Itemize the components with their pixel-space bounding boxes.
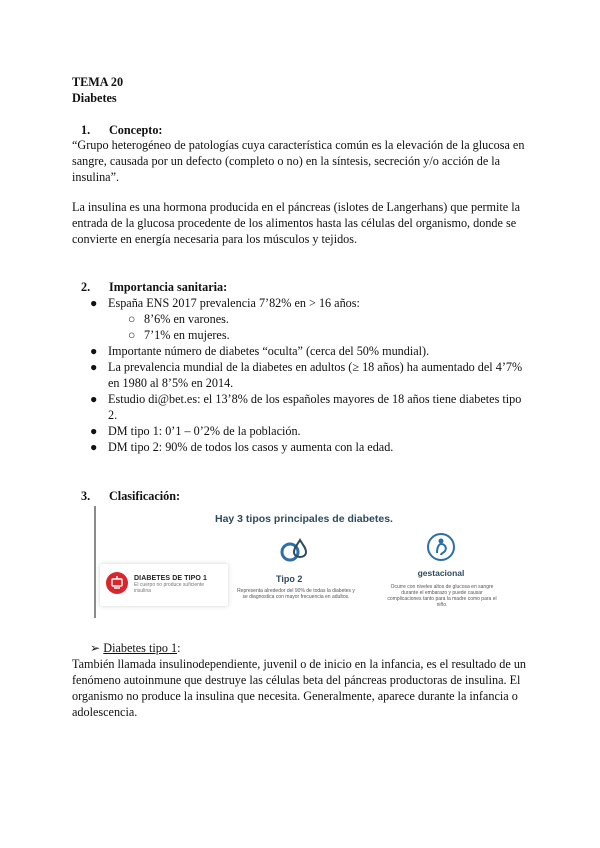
text-line: organismo no produce la insulina que necesita. Generalmente, aparece durante la infancia o [72, 689, 518, 703]
bullet-item [90, 295, 530, 311]
tipo1-card [100, 564, 228, 606]
bullet-text: Importante número de diabetes “oculta” (cerca del 50% mundial). [108, 344, 430, 358]
bullet-item [90, 343, 530, 359]
section-clasificacion-heading [81, 488, 180, 504]
circle-bullet-icon: ○ [128, 312, 136, 326]
section-heading-text: Importancia sanitaria: [109, 280, 228, 294]
bullet-text: DM tipo 1: 0’1 – 0’2% de la población. [108, 424, 301, 438]
text-line: fenómeno autoinmune que destruye las células beta del páncreas productoras de insulina. El [72, 673, 521, 687]
infographic-title: Hay 3 tipos principales de diabetes. [215, 513, 393, 525]
tipo1-description: El cuerpo no produce suficiente insulina [134, 582, 205, 594]
concepto-quote [72, 137, 528, 185]
tipo2-title: Tipo 2 [276, 574, 303, 584]
diabetes-types-infographic [94, 506, 512, 618]
bullet-icon: ● [90, 392, 98, 406]
tipo2-icon [279, 534, 309, 564]
gestational-icon [426, 532, 456, 562]
concepto-paragraph [72, 199, 528, 247]
text-line: sangre, causada por un defecto (completo o no) en la síntesis, secreción y/o acción de la [72, 154, 501, 168]
text-line: entrada de la glucosa procedente de los alimentos hasta las células del organismo, donde se [72, 216, 517, 230]
bullet-text-line: La prevalencia mundial de la diabetes en adultos (≥ 18 años) ha aumentado del 4’7% [108, 360, 523, 374]
sub-bullet-item [128, 327, 230, 343]
diabetes-tipo1-subheading [90, 640, 180, 656]
text-line: La insulina es una hormona producida en el páncreas (islotes de Langerhans) que permite la [72, 200, 521, 214]
subject-title: Diabetes [72, 91, 117, 105]
section-heading-text: Clasificación: [109, 489, 181, 503]
bullet-text-line: 2. [108, 408, 118, 422]
bullet-item [90, 359, 530, 391]
bullet-icon: ● [90, 424, 98, 438]
bullet-text: DM tipo 2: 90% de todos los casos y aumenta con la edad. [108, 440, 394, 454]
text-line: adolescencia. [72, 705, 138, 719]
tema-title: TEMA 20 [72, 75, 124, 89]
gestational-title: gestacional [417, 568, 465, 578]
section-number: 1. [81, 123, 91, 137]
tipo2-description: Representa alrededor del 90% de todas la diabetes y se diagnostica con mayor frecuencia en adultos. [237, 588, 355, 600]
bullet-icon: ● [90, 440, 98, 454]
sub-bullet-text: 7’1% en mujeres. [144, 328, 230, 342]
section-heading-text: Concepto: [109, 123, 163, 137]
text-line: convierte en energía necesaria para los músculos y tejidos. [72, 232, 358, 246]
tipo1-title: DIABETES DE TIPO 1 [134, 575, 207, 582]
bullet-item [90, 423, 530, 439]
bullet-text-line: Estudio di@bet.es: el 13’8% de los españoles mayores de 18 años tiene diabetes tipo [108, 392, 522, 406]
circle-bullet-icon: ○ [128, 328, 136, 342]
text-line: También llamada insulinodependiente, juvenil o de inicio en la infancia, es el resultado de un [72, 657, 527, 671]
bullet-icon: ● [90, 296, 98, 310]
section-number: 2. [81, 280, 91, 294]
sub-bullet-item [128, 311, 229, 327]
text-line: “Grupo heterogéneo de patologías cuya característica común es la elevación de la glucosa en [72, 138, 525, 152]
bullet-text: España ENS 2017 prevalencia 7’82% en > 16 años: [108, 296, 360, 310]
subheading-text: Diabetes tipo 1 [103, 641, 178, 655]
section-importancia-heading [81, 279, 227, 295]
section-number: 3. [81, 489, 91, 503]
section-concepto-heading [81, 122, 162, 138]
bullet-icon: ● [90, 344, 98, 358]
text-line: insulina”. [72, 170, 120, 184]
diabetes-tipo1-paragraph [72, 656, 528, 720]
sub-bullet-text: 8’6% en varones. [144, 312, 229, 326]
bullet-item [90, 391, 530, 423]
bullet-icon: ● [90, 360, 98, 374]
subheading-suffix: : [177, 641, 181, 655]
bullet-text-line: en 1980 al 8’5% en 2014. [108, 376, 234, 390]
arrow-bullet-icon: ➢ [90, 641, 101, 655]
bullet-item [90, 439, 530, 455]
tipo1-icon [106, 572, 128, 594]
gestational-description: Ocurre con niveles altos de glucosa en sangre durante el embarazo y puede causar complicaciones tanto para la madre como para el niño. [387, 584, 497, 608]
